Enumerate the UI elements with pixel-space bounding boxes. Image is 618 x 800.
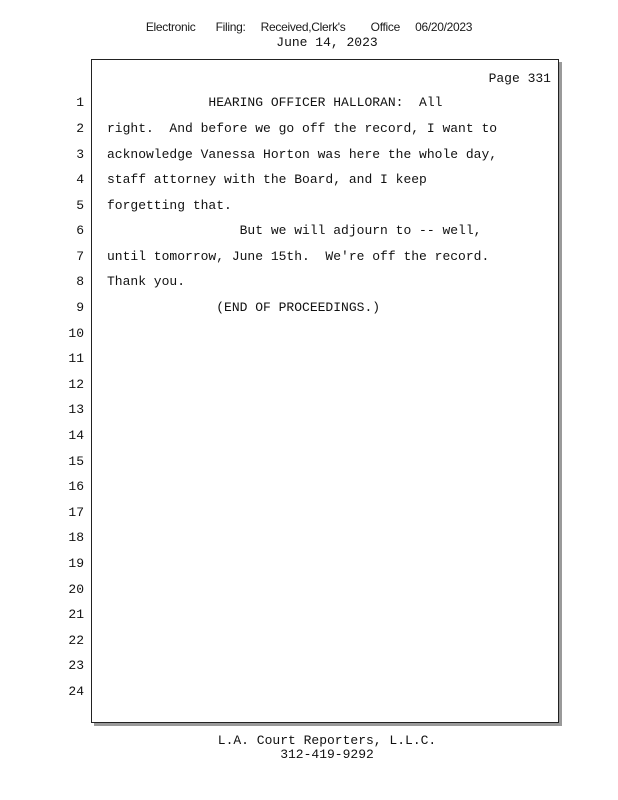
line-number: 16 — [68, 479, 84, 494]
reporter-phone: 312-419-9292 — [280, 747, 374, 762]
line-number: 12 — [68, 377, 84, 392]
line-number: 7 — [76, 249, 84, 264]
line-number: 4 — [76, 172, 84, 187]
line-number: 20 — [68, 582, 84, 597]
transcript-line: until tomorrow, June 15th. We're off the record. — [107, 249, 490, 264]
line-number: 10 — [68, 326, 84, 341]
transcript-line: staff attorney with the Board, and I keep — [107, 172, 427, 187]
line-number: 19 — [68, 556, 84, 571]
reporter-company: L.A. Court Reporters, L.L.C. — [217, 733, 437, 748]
line-number: 2 — [76, 121, 84, 136]
transcript-line: forgetting that. — [107, 198, 232, 213]
transcript-line: But we will adjourn to -- well, — [107, 223, 482, 238]
line-number: 15 — [68, 454, 84, 469]
line-number: 23 — [68, 658, 84, 673]
line-number: 18 — [68, 530, 84, 545]
transcript-line: right. And before we go off the record, I want to — [107, 121, 498, 136]
transcript-date: June 14, 2023 — [276, 35, 378, 50]
line-number: 6 — [76, 223, 84, 238]
transcript-line: (END OF PROCEEDINGS.) — [107, 300, 381, 315]
line-number: 9 — [76, 300, 84, 315]
transcript-line: HEARING OFFICER HALLORAN: All — [107, 95, 443, 110]
line-number: 5 — [76, 198, 84, 213]
line-number: 3 — [76, 147, 84, 162]
line-number: 21 — [68, 607, 84, 622]
transcript-line: acknowledge Vanessa Horton was here the whole day, — [107, 147, 498, 162]
transcript-line: Thank you. — [107, 274, 186, 289]
line-number: 13 — [68, 402, 84, 417]
line-number: 24 — [68, 684, 84, 699]
line-number: 1 — [76, 95, 84, 110]
line-number: 14 — [68, 428, 84, 443]
line-number: 11 — [68, 351, 84, 366]
line-number: 22 — [68, 633, 84, 648]
line-number: 17 — [68, 505, 84, 520]
filing-stamp: Electronic Filing: Received,Clerk's Office 06/20/2023 — [145, 20, 473, 34]
page-number: Page 331 — [488, 71, 551, 86]
line-number: 8 — [76, 274, 84, 289]
